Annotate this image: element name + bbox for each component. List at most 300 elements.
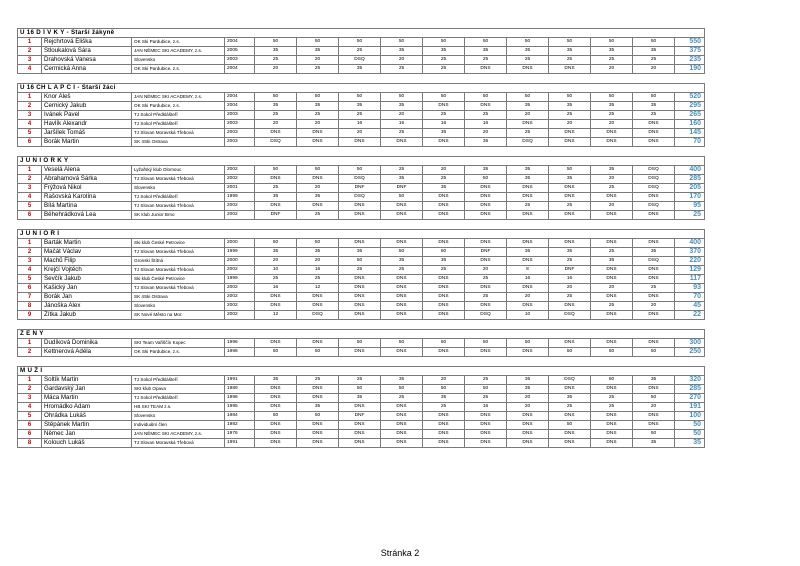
year-cell: 2002 [225, 211, 255, 220]
total-cell: 117 [675, 275, 705, 284]
score-cell: 35 [423, 394, 465, 403]
total-cell: 235 [675, 56, 705, 65]
score-cell: DNS [549, 412, 591, 421]
score-cell: DNS [549, 339, 591, 348]
name-cell: Frýžová Nikol [42, 184, 132, 193]
score-cell: 35 [465, 166, 507, 175]
score-cell: DNS [507, 348, 549, 357]
score-cell: 50 [591, 38, 633, 47]
score-cell: 25 [297, 275, 339, 284]
table-row [18, 239, 705, 248]
score-cell: 25 [381, 65, 423, 74]
table-row [18, 348, 705, 357]
year-cell: 2002 [225, 202, 255, 211]
club-cell: OK Ski Pardubice, z.s. [132, 102, 225, 111]
score-cell: DNS [507, 120, 549, 129]
score-cell: DNS [297, 385, 339, 394]
score-cell: 25 [591, 111, 633, 120]
rank-cell: 3 [18, 184, 42, 193]
score-cell: 50 [339, 385, 381, 394]
club-cell: TJ Slovan Moravská Třebová [132, 266, 225, 275]
score-cell: DSQ [633, 184, 675, 193]
score-cell: 20 [255, 120, 297, 129]
category-header [18, 29, 705, 38]
score-cell: 16 [465, 403, 507, 412]
score-cell: DNS [591, 293, 633, 302]
year-cell: 1996 [225, 394, 255, 403]
score-cell: DNS [591, 421, 633, 430]
name-cell: Máca Martin [42, 394, 132, 403]
score-cell: DSQ [633, 202, 675, 211]
total-cell: 22 [675, 311, 705, 320]
score-cell: DNS [381, 430, 423, 439]
score-cell: DNS [507, 439, 549, 448]
year-cell: 2001 [225, 184, 255, 193]
table-row [18, 403, 705, 412]
score-cell: 25 [465, 376, 507, 385]
score-cell: DNS [549, 239, 591, 248]
score-cell: DNS [339, 138, 381, 147]
table-row [18, 293, 705, 302]
score-cell: DNS [339, 284, 381, 293]
category-header [18, 367, 705, 376]
total-cell: 145 [675, 129, 705, 138]
score-cell: DNS [339, 275, 381, 284]
score-cell: DNS [507, 302, 549, 311]
rank-cell: 1 [18, 93, 42, 102]
table-row [18, 339, 705, 348]
score-cell: DNS [339, 202, 381, 211]
score-cell: DSQ [297, 311, 339, 320]
score-cell: 20 [297, 184, 339, 193]
year-cell: 1996 [225, 348, 255, 357]
category-header [18, 230, 705, 239]
score-cell: 50 [465, 339, 507, 348]
score-cell: 50 [591, 376, 633, 385]
score-cell: DNS [255, 403, 297, 412]
score-cell: 20 [591, 202, 633, 211]
score-cell: DNF [465, 248, 507, 257]
score-cell: 10 [507, 311, 549, 320]
table-row [18, 439, 705, 448]
score-cell: DNS [549, 385, 591, 394]
score-cell: 25 [465, 56, 507, 65]
score-cell: 20 [633, 65, 675, 74]
score-cell: DNS [297, 394, 339, 403]
table-row [18, 376, 705, 385]
name-cell: Hromádko Adam [42, 403, 132, 412]
club-cell: TJ Slovan Moravská Třebová [132, 202, 225, 211]
score-cell: 20 [633, 302, 675, 311]
score-cell: 50 [633, 93, 675, 102]
name-cell: Bílá Martina [42, 202, 132, 211]
score-cell: DNS [339, 421, 381, 430]
score-cell: DSQ [633, 257, 675, 266]
score-cell: 25 [549, 403, 591, 412]
total-cell: 520 [675, 93, 705, 102]
score-cell: DNF [255, 211, 297, 220]
score-cell: 25 [423, 266, 465, 275]
score-cell: DNS [549, 439, 591, 448]
score-cell: DNS [633, 293, 675, 302]
name-cell: Kettnerová Adéla [42, 348, 132, 357]
page-footer: Stránka 2 [380, 548, 420, 558]
score-cell: DNS [297, 175, 339, 184]
score-cell: 25 [423, 65, 465, 74]
score-cell: DNS [591, 211, 633, 220]
total-cell: 95 [675, 202, 705, 211]
club-cell: HB SKI TEAM z.s. [132, 403, 225, 412]
name-cell: Havlík Alexandr [42, 120, 132, 129]
score-cell: DNS [465, 302, 507, 311]
score-cell: 16 [381, 120, 423, 129]
score-cell: 50 [507, 339, 549, 348]
score-cell: 20 [465, 266, 507, 275]
score-cell: 25 [297, 65, 339, 74]
rank-cell: 2 [18, 385, 42, 394]
score-cell: DNS [465, 239, 507, 248]
score-cell: 50 [381, 385, 423, 394]
score-cell: 25 [255, 56, 297, 65]
score-cell: 50 [381, 193, 423, 202]
score-cell: DNS [591, 430, 633, 439]
club-cell: SKI klub Opava [132, 385, 225, 394]
year-cell: 2002 [225, 166, 255, 175]
score-cell: DNS [633, 311, 675, 320]
score-cell: DNS [591, 138, 633, 147]
score-cell: DNS [507, 65, 549, 74]
score-cell: 35 [381, 175, 423, 184]
club-cell: TJ Slovan Moravská Třebová [132, 129, 225, 138]
score-cell: 50 [381, 93, 423, 102]
score-cell: 20 [591, 65, 633, 74]
total-cell: 285 [675, 385, 705, 394]
score-cell: DNS [255, 394, 297, 403]
score-cell: 35 [297, 193, 339, 202]
score-cell: 35 [591, 257, 633, 266]
year-cell: 1984 [225, 412, 255, 421]
score-cell: DNS [633, 120, 675, 129]
club-cell: TJ Slovan Moravská Třebová [132, 439, 225, 448]
score-cell: 20 [591, 175, 633, 184]
score-cell: DNS [381, 239, 423, 248]
score-cell: DNS [297, 138, 339, 147]
total-cell: 170 [675, 193, 705, 202]
score-cell: 35 [297, 248, 339, 257]
score-cell: DNS [465, 421, 507, 430]
total-cell: 70 [675, 138, 705, 147]
score-cell: 25 [423, 403, 465, 412]
score-cell: DNS [255, 430, 297, 439]
table-row [18, 129, 705, 138]
rank-cell: 2 [18, 102, 42, 111]
total-cell: 191 [675, 403, 705, 412]
score-cell: DNF [339, 412, 381, 421]
score-cell: 50 [423, 339, 465, 348]
score-cell: 25 [633, 284, 675, 293]
total-cell: 205 [675, 184, 705, 193]
score-cell: DNS [633, 138, 675, 147]
club-cell: TJ Sokol Předklášteří [132, 394, 225, 403]
score-cell: 20 [339, 129, 381, 138]
club-cell: OK Ski Pardubice, z.s. [132, 65, 225, 74]
score-cell: 10 [255, 266, 297, 275]
category-title: Ž E N Y [18, 330, 705, 339]
score-cell: DSQ [339, 56, 381, 65]
club-cell: TJ Slovan Moravská Třebová [132, 284, 225, 293]
score-cell: 50 [423, 93, 465, 102]
score-cell: DNS [297, 302, 339, 311]
score-cell: 50 [297, 348, 339, 357]
score-cell: DNS [507, 184, 549, 193]
score-cell: 16 [339, 120, 381, 129]
year-cell: 2002 [225, 302, 255, 311]
rank-cell: 4 [18, 120, 42, 129]
score-cell: 20 [381, 56, 423, 65]
club-cell: JAN NĚMEC SKI ACADEMY, z.s. [132, 93, 225, 102]
name-cell: Ohrádka Lukáš [42, 412, 132, 421]
score-cell: DNS [423, 421, 465, 430]
score-cell: 25 [381, 394, 423, 403]
score-cell: DNS [423, 202, 465, 211]
rank-cell: 3 [18, 257, 42, 266]
year-cell: 1999 [225, 193, 255, 202]
score-cell: 25 [297, 111, 339, 120]
score-cell: 20 [507, 403, 549, 412]
score-cell: 35 [255, 47, 297, 56]
score-cell: DNS [633, 421, 675, 430]
score-cell: 35 [633, 47, 675, 56]
club-cell: TJ Slovan Moravská Třebová [132, 175, 225, 184]
score-cell: DNS [423, 211, 465, 220]
rank-cell: 3 [18, 56, 42, 65]
score-cell: 25 [465, 275, 507, 284]
score-cell: 25 [591, 403, 633, 412]
table-row [18, 175, 705, 184]
year-cell: 1991 [225, 376, 255, 385]
name-cell: Veselá Alena [42, 166, 132, 175]
name-cell: Ivánek Pavel [42, 111, 132, 120]
score-cell: 25 [507, 56, 549, 65]
spacer-row [18, 320, 705, 330]
score-cell: DNS [381, 412, 423, 421]
name-cell: Běhehrádková Lea [42, 211, 132, 220]
score-cell: 25 [549, 56, 591, 65]
score-cell: 50 [339, 166, 381, 175]
score-cell: DNS [465, 202, 507, 211]
score-cell: 25 [591, 248, 633, 257]
score-cell: 50 [549, 348, 591, 357]
score-cell: 35 [549, 102, 591, 111]
club-cell: TJ Sokol Předklášteří [132, 376, 225, 385]
table-row [18, 102, 705, 111]
score-cell: DNS [465, 257, 507, 266]
score-cell: DNS [465, 211, 507, 220]
total-cell: 50 [675, 430, 705, 439]
score-cell: DNS [339, 302, 381, 311]
score-cell: DNS [633, 193, 675, 202]
rank-cell: 6 [18, 138, 42, 147]
name-cell: Štěpánek Martin [42, 421, 132, 430]
score-cell: DNS [549, 193, 591, 202]
year-cell: 2002 [225, 293, 255, 302]
name-cell: Zítka Jakub [42, 311, 132, 320]
score-cell: DNS [465, 284, 507, 293]
score-cell: 25 [423, 56, 465, 65]
name-cell: Krejčí Vojtěch [42, 266, 132, 275]
score-cell: 25 [381, 166, 423, 175]
score-cell: DNS [465, 430, 507, 439]
score-cell: 35 [465, 47, 507, 56]
score-cell: DNS [591, 275, 633, 284]
score-cell: 20 [255, 65, 297, 74]
total-cell: 320 [675, 376, 705, 385]
rank-cell: 9 [18, 311, 42, 320]
spacer-row [18, 74, 705, 84]
name-cell: Kašický Jan [42, 284, 132, 293]
score-cell: DNS [339, 293, 381, 302]
score-cell: DNS [423, 193, 465, 202]
score-cell: DNS [381, 348, 423, 357]
score-cell: 25 [591, 302, 633, 311]
score-cell: 50 [297, 93, 339, 102]
score-cell: 25 [423, 111, 465, 120]
year-cell: 2002 [225, 175, 255, 184]
name-cell: Černický Jakub [42, 102, 132, 111]
score-cell: DNS [255, 439, 297, 448]
score-cell: 50 [255, 38, 297, 47]
score-cell: DNS [465, 439, 507, 448]
score-cell: 20 [507, 111, 549, 120]
score-cell: DNS [507, 421, 549, 430]
category-title: J U N I O Ř I [18, 230, 705, 239]
score-cell: DSQ [339, 175, 381, 184]
table-row [18, 421, 705, 430]
score-cell: DNS [381, 138, 423, 147]
name-cell: Abrahamová Šárka [42, 175, 132, 184]
year-cell: 2000 [225, 257, 255, 266]
score-cell: DNS [423, 311, 465, 320]
year-cell: 1976 [225, 430, 255, 439]
score-cell: 35 [591, 102, 633, 111]
score-cell: DNS [255, 302, 297, 311]
score-cell: DNS [381, 202, 423, 211]
score-cell: 35 [507, 102, 549, 111]
score-cell: DNS [255, 129, 297, 138]
year-cell: 2003 [225, 129, 255, 138]
score-cell: DNS [255, 202, 297, 211]
score-cell: DNS [381, 211, 423, 220]
club-cell: JAN NĚMEC SKI ACADEMY, z.s. [132, 430, 225, 439]
score-cell: 50 [591, 348, 633, 357]
club-cell: Slovensko [132, 56, 225, 65]
score-cell: DNS [465, 412, 507, 421]
score-cell: 35 [297, 403, 339, 412]
name-cell: Machů Filip [42, 257, 132, 266]
score-cell: 25 [255, 275, 297, 284]
table-row [18, 93, 705, 102]
table-row [18, 311, 705, 320]
score-cell: 8 [507, 266, 549, 275]
club-cell: Slovensko [132, 412, 225, 421]
rank-cell: 4 [18, 193, 42, 202]
score-cell: 50 [339, 38, 381, 47]
score-cell: 50 [381, 38, 423, 47]
score-cell: 50 [381, 248, 423, 257]
name-cell: Mačát Václav [42, 248, 132, 257]
score-cell: 25 [465, 293, 507, 302]
total-cell: 160 [675, 120, 705, 129]
name-cell: Jánoška Alex [42, 302, 132, 311]
score-cell: 35 [255, 193, 297, 202]
score-cell: 16 [549, 275, 591, 284]
total-cell: 220 [675, 257, 705, 266]
score-cell: 50 [255, 348, 297, 357]
score-cell: 35 [633, 248, 675, 257]
club-cell: Slovensko [132, 302, 225, 311]
score-cell: 20 [297, 120, 339, 129]
score-cell: DNS [297, 430, 339, 439]
score-cell: 50 [255, 93, 297, 102]
total-cell: 129 [675, 266, 705, 275]
rank-cell: 6 [18, 421, 42, 430]
score-cell: 35 [255, 102, 297, 111]
score-cell: 50 [633, 38, 675, 47]
category-title: J U N I O R K Y [18, 157, 705, 166]
score-cell: DNS [633, 266, 675, 275]
year-cell: 2004 [225, 93, 255, 102]
rank-cell: 1 [18, 376, 42, 385]
score-cell: DNS [339, 348, 381, 357]
score-cell: DNS [381, 284, 423, 293]
score-cell: DNS [591, 266, 633, 275]
score-cell: DNS [507, 193, 549, 202]
rank-cell: 7 [18, 293, 42, 302]
score-cell: DNS [633, 129, 675, 138]
club-cell: TJ Slovan Moravská Třebová [132, 248, 225, 257]
score-cell: DNS [423, 284, 465, 293]
score-cell: 50 [423, 385, 465, 394]
score-cell: 50 [633, 430, 675, 439]
score-cell: 50 [339, 93, 381, 102]
score-cell: 25 [465, 111, 507, 120]
score-cell: 25 [381, 129, 423, 138]
rank-cell: 2 [18, 348, 42, 357]
score-cell: 25 [339, 47, 381, 56]
score-cell: DNS [507, 211, 549, 220]
score-cell: 50 [591, 93, 633, 102]
score-cell: DNS [465, 65, 507, 74]
table-row [18, 394, 705, 403]
total-cell: 265 [675, 111, 705, 120]
score-cell: DNS [633, 339, 675, 348]
club-cell: SK 4Ski Ostrava [132, 138, 225, 147]
total-cell: 285 [675, 175, 705, 184]
table-row [18, 166, 705, 175]
total-cell: 550 [675, 38, 705, 47]
club-cell: Ski klub České Petrovice [132, 275, 225, 284]
score-cell: 20 [297, 257, 339, 266]
club-cell: Gronski Štítná [132, 257, 225, 266]
score-cell: 35 [549, 394, 591, 403]
score-cell: DSQ [465, 311, 507, 320]
score-cell: 50 [297, 412, 339, 421]
year-cell: 2004 [225, 65, 255, 74]
rank-cell: 5 [18, 275, 42, 284]
year-cell: 2002 [225, 284, 255, 293]
score-cell: 35 [507, 385, 549, 394]
total-cell: 45 [675, 302, 705, 311]
